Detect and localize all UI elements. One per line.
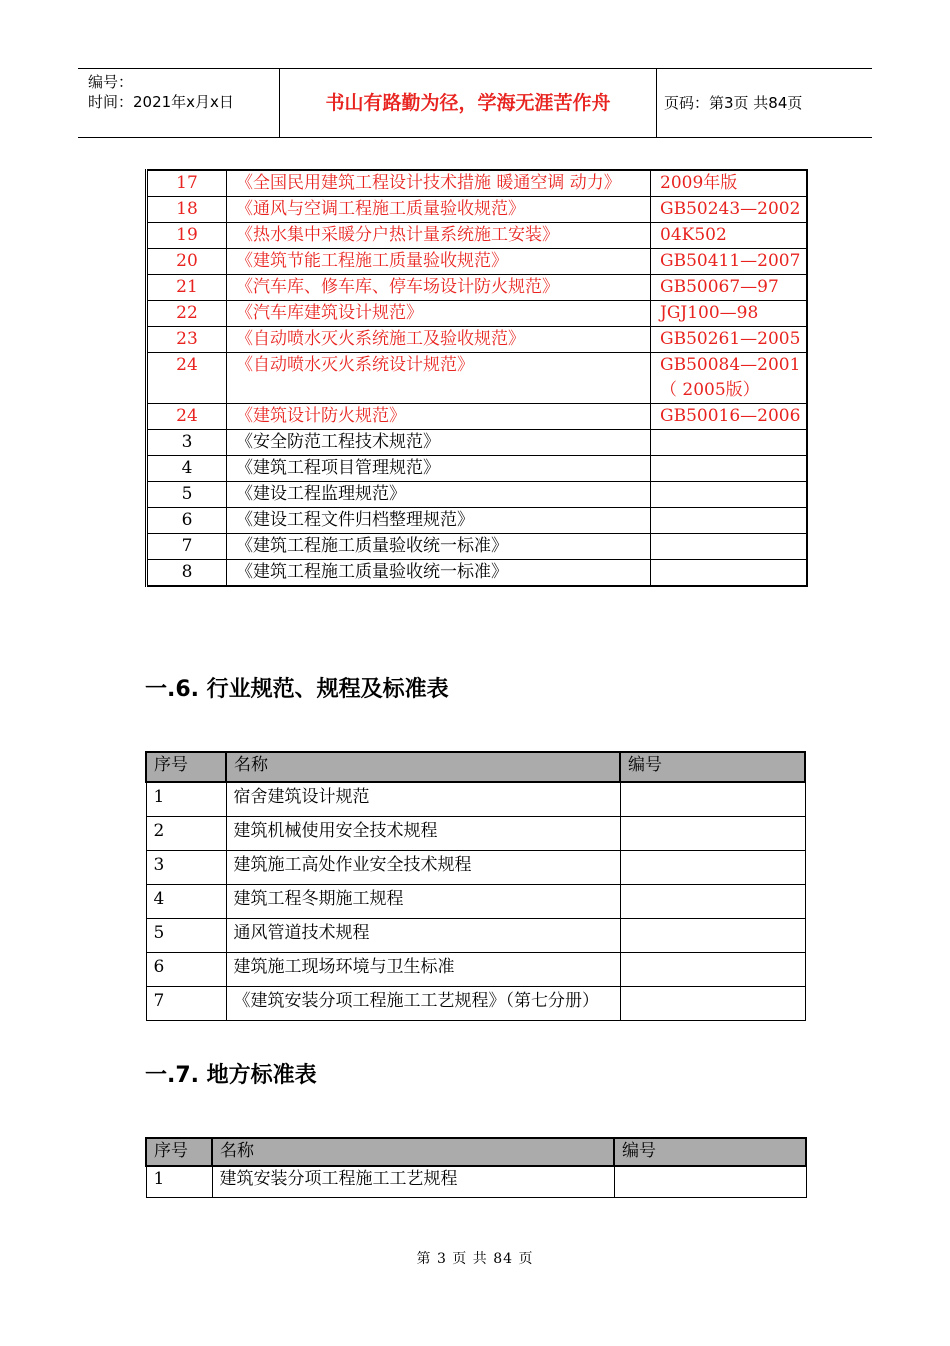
cell-no: 6 xyxy=(146,953,226,987)
table-row xyxy=(147,275,807,301)
cell-no: 18 xyxy=(147,197,227,223)
cell-no: 5 xyxy=(146,919,226,953)
cell-code: 04K502 xyxy=(651,223,807,249)
cell-no: 3 xyxy=(147,430,227,456)
cell-no: 1 xyxy=(146,1166,212,1198)
cell-code xyxy=(620,817,805,851)
page-footer: 第 3 页 共 84 页 xyxy=(416,1251,534,1267)
cell-name: 《建筑设计防火规范》 xyxy=(227,404,651,430)
table-row xyxy=(146,1166,806,1198)
cell-no: 7 xyxy=(147,534,227,560)
cell-name: 《热水集中采暖分户热计量系统施工安装》 xyxy=(227,223,651,249)
time-label: 时间：2021年x月x日 xyxy=(88,93,234,111)
header-meta xyxy=(78,69,280,137)
cell-code: GB50411—2007 xyxy=(651,249,807,275)
cell-name: 《全国民用建筑工程设计技术措施 暖通空调 动力》 xyxy=(227,170,651,197)
cell-code xyxy=(620,782,805,817)
cell-name: 《建筑节能工程施工质量验收规范》 xyxy=(227,249,651,275)
cell-code: JGJ100—98 xyxy=(651,301,807,327)
cell-name: 《通风与空调工程施工质量验收规范》 xyxy=(227,197,651,223)
cell-name: 建筑安装分项工程施工工艺规程 xyxy=(212,1166,614,1198)
standards-table-continued xyxy=(145,169,808,587)
cell-code xyxy=(620,987,805,1021)
cell-name: 《建设工程文件归档整理规范》 xyxy=(227,508,651,534)
cell-name: 建筑工程冬期施工规程 xyxy=(226,885,620,919)
cell-code xyxy=(620,953,805,987)
header-motto: 书山有路勤为径，学海无涯苦作舟 xyxy=(280,69,657,137)
cell-name: 《汽车库、修车库、停车场设计防火规范》 xyxy=(227,275,651,301)
cell-name: 《自动喷水灭火系统设计规范》 xyxy=(227,353,651,404)
cell-no: 6 xyxy=(147,508,227,534)
table-row xyxy=(147,327,807,353)
cell-code xyxy=(620,919,805,953)
cell-no: 19 xyxy=(147,223,227,249)
section-7-title: 一.7. 地方标准表 xyxy=(145,1063,317,1088)
cell-name: 建筑施工高处作业安全技术规程 xyxy=(226,851,620,885)
table-row xyxy=(147,353,807,404)
table-header-row xyxy=(146,752,805,782)
cell-name: 《汽车库建筑设计规范》 xyxy=(227,301,651,327)
header-name: 名称 xyxy=(212,1138,614,1166)
cell-no: 8 xyxy=(147,560,227,587)
table-row xyxy=(147,456,807,482)
table-row xyxy=(147,223,807,249)
cell-no: 3 xyxy=(146,851,226,885)
cell-code: GB50016—2006 xyxy=(651,404,807,430)
table-row xyxy=(147,197,807,223)
page-header xyxy=(78,68,872,138)
cell-no: 4 xyxy=(147,456,227,482)
cell-code xyxy=(651,430,807,456)
cell-code: GB50261—2005 xyxy=(651,327,807,353)
cell-no: 5 xyxy=(147,482,227,508)
cell-no: 17 xyxy=(147,170,227,197)
header-no: 序号 xyxy=(146,752,226,782)
table-row xyxy=(147,249,807,275)
table-row xyxy=(147,508,807,534)
header-code: 编号 xyxy=(620,752,805,782)
cell-code: GB50084—2001 （ 2005版） xyxy=(651,353,807,404)
industry-standards-table xyxy=(145,751,806,1021)
cell-name: 《建筑工程施工质量验收统一标准》 xyxy=(227,560,651,587)
cell-no: 4 xyxy=(146,885,226,919)
cell-name: 《建筑安装分项工程施工工艺规程》（第七分册） xyxy=(226,987,620,1021)
cell-no: 23 xyxy=(147,327,227,353)
local-standards-table xyxy=(145,1137,807,1198)
section-6-title: 一.6. 行业规范、规程及标准表 xyxy=(145,677,449,702)
table-row xyxy=(146,953,805,987)
cell-code xyxy=(620,851,805,885)
cell-name: 建筑机械使用安全技术规程 xyxy=(226,817,620,851)
header-no: 序号 xyxy=(146,1138,212,1166)
table-row xyxy=(146,885,805,919)
table-row xyxy=(147,170,807,197)
table-row xyxy=(146,987,805,1021)
cell-no: 22 xyxy=(147,301,227,327)
header-page-label: 页码：第3页 共84页 xyxy=(664,94,803,112)
cell-name: 《建设工程监理规范》 xyxy=(227,482,651,508)
cell-no: 21 xyxy=(147,275,227,301)
table-row xyxy=(147,301,807,327)
header-name: 名称 xyxy=(226,752,620,782)
cell-code: 2009年版 xyxy=(651,170,807,197)
cell-code xyxy=(651,560,807,587)
cell-name: 通风管道技术规程 xyxy=(226,919,620,953)
table-row xyxy=(147,534,807,560)
cell-code xyxy=(651,456,807,482)
table-row xyxy=(146,919,805,953)
cell-name: 建筑施工现场环境与卫生标准 xyxy=(226,953,620,987)
table-row xyxy=(147,404,807,430)
cell-code: GB50067—97 xyxy=(651,275,807,301)
table-row xyxy=(147,430,807,456)
cell-no: 7 xyxy=(146,987,226,1021)
table-row xyxy=(146,817,805,851)
table-row xyxy=(147,560,807,587)
cell-code xyxy=(651,534,807,560)
cell-name: 宿舍建筑设计规范 xyxy=(226,782,620,817)
cell-name: 《安全防范工程技术规范》 xyxy=(227,430,651,456)
cell-code xyxy=(651,508,807,534)
cell-no: 24 xyxy=(147,353,227,404)
cell-no: 20 xyxy=(147,249,227,275)
table-header-row xyxy=(146,1138,806,1166)
cell-code xyxy=(614,1166,806,1198)
code-label: 编号： xyxy=(88,73,134,91)
cell-name: 《自动喷水灭火系统施工及验收规范》 xyxy=(227,327,651,353)
table-row xyxy=(146,782,805,817)
cell-code: GB50243—2002 xyxy=(651,197,807,223)
cell-name: 《建筑工程施工质量验收统一标准》 xyxy=(227,534,651,560)
cell-no: 2 xyxy=(146,817,226,851)
table-row xyxy=(147,482,807,508)
table-row xyxy=(146,851,805,885)
cell-no: 24 xyxy=(147,404,227,430)
cell-name: 《建筑工程项目管理规范》 xyxy=(227,456,651,482)
cell-no: 1 xyxy=(146,782,226,817)
header-code: 编号 xyxy=(614,1138,806,1166)
cell-code xyxy=(620,885,805,919)
cell-code xyxy=(651,482,807,508)
